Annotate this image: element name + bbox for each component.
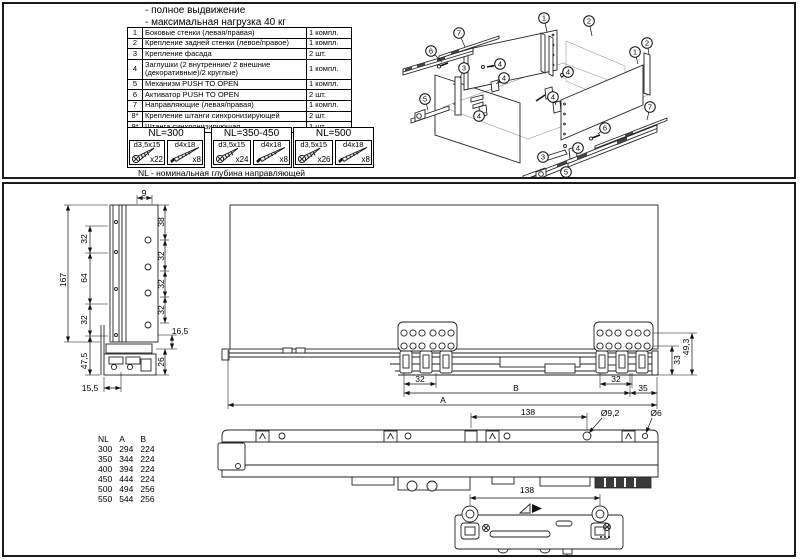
parts-table-cell: Активатор PUSH TO OPEN xyxy=(143,90,307,101)
screw-cell xyxy=(129,140,165,165)
size-table-header: A xyxy=(119,434,125,444)
size-table-cell: 256 xyxy=(140,484,155,494)
svg-text:4: 4 xyxy=(501,73,507,83)
screw-table xyxy=(127,127,205,168)
parts-table-row xyxy=(128,90,352,101)
parts-table-cell: 1 компл. xyxy=(307,38,352,49)
exploded-assembly-drawing xyxy=(393,4,703,177)
svg-text:3: 3 xyxy=(540,152,546,162)
size-table-cell: 224 xyxy=(140,464,155,474)
dimension-label: 38 xyxy=(156,217,166,227)
screw-cell xyxy=(253,140,291,165)
parts-table-cell: 2 шт. xyxy=(307,49,352,60)
dimension-label: 138 xyxy=(520,407,536,417)
size-table-cell: 224 xyxy=(140,474,155,484)
size-table-row xyxy=(98,494,162,504)
parts-table-cell: синхронизирующая xyxy=(143,122,307,133)
screw-count-label: x8 xyxy=(192,155,201,164)
dimension-label: 15,5 xyxy=(81,383,99,393)
svg-text:1: 1 xyxy=(632,47,638,57)
size-table-row xyxy=(98,444,162,454)
parts-table-cell: 6 xyxy=(128,90,143,101)
dimension-label: 47,5 xyxy=(79,352,89,370)
nl-note: NL - номинальная глубина направляющей xyxy=(138,168,306,178)
size-table-cell: 294 xyxy=(119,444,134,454)
parts-table-row xyxy=(128,38,352,49)
screw-count-label: x8 xyxy=(361,155,370,164)
screw-cell xyxy=(335,140,373,165)
parts-table-cell: 3 xyxy=(128,49,143,60)
callout-5 xyxy=(420,94,431,110)
screw-count-label: x24 xyxy=(235,155,249,164)
screw-count-label: x8 xyxy=(279,155,288,164)
svg-text:3: 3 xyxy=(461,63,467,73)
callout-5 xyxy=(561,167,572,177)
screw-cell xyxy=(167,140,203,165)
size-table-cell: 544 xyxy=(119,494,134,504)
callout-1 xyxy=(630,47,641,64)
screw-size-label: d4x18 xyxy=(343,140,364,149)
side-view xyxy=(222,205,697,409)
dimension-label: 32 xyxy=(79,234,89,244)
screw-table xyxy=(211,127,292,168)
parts-table-cell: Крепление задней стенки (левое/правое) xyxy=(143,38,307,49)
dimension-label: 32 xyxy=(156,305,166,315)
screw-cell xyxy=(213,140,251,165)
callout-4 xyxy=(561,67,573,78)
svg-text:4: 4 xyxy=(476,111,482,121)
size-table-cell: 224 xyxy=(140,454,155,464)
parts-table-cell: Направляющие (левая/правая) xyxy=(143,100,307,111)
dimension-label: 49,3 xyxy=(681,338,691,356)
screw-size-label: d3,5x15 xyxy=(300,140,328,149)
feature-note-1: - полное выдвижение xyxy=(145,5,246,16)
dimension-label: 33 xyxy=(672,355,682,365)
parts-table-cell: 1 компл. xyxy=(307,100,352,111)
parts-table-cell: 7 xyxy=(128,100,143,111)
parts-table-cell: 2 шт. xyxy=(307,111,352,122)
size-table-cell: 500 xyxy=(98,484,113,494)
dimension-label: A xyxy=(440,395,446,405)
parts-table-cell: Крепление штанги синхронизирующей xyxy=(143,111,307,122)
size-table-header: NL xyxy=(98,434,109,444)
parts-table-cell: 5 xyxy=(128,79,143,90)
parts-table-row xyxy=(128,100,352,111)
parts-table-cell: 8* xyxy=(128,111,143,122)
size-table-cell: 300 xyxy=(98,444,113,454)
rail-view xyxy=(218,413,658,491)
dimension-label: Ø6 xyxy=(650,408,662,418)
size-table-cell: 350 xyxy=(98,454,113,464)
svg-text:5: 5 xyxy=(422,94,428,104)
parts-table-row xyxy=(128,28,352,39)
size-table-header: B xyxy=(140,434,147,444)
top-section-frame xyxy=(2,2,796,179)
dimension-label: B xyxy=(513,383,519,393)
parts-table-cell: 2 шт. xyxy=(307,90,352,101)
size-table-cell: 450 xyxy=(98,474,113,484)
dimension-label: 9 xyxy=(141,188,147,198)
screw-size-label: d4x18 xyxy=(174,140,196,149)
dimension-label: 32 xyxy=(79,315,89,325)
callout-4 xyxy=(572,143,583,154)
size-table-row xyxy=(98,464,162,474)
dimension-label: 167 xyxy=(58,272,68,288)
screw-count-label: x26 xyxy=(317,155,331,164)
size-table-row xyxy=(98,454,162,464)
svg-text:6: 6 xyxy=(428,46,434,56)
size-table-cell: 224 xyxy=(140,444,155,454)
screw-cell xyxy=(295,140,333,165)
dimension-label: 16,5 xyxy=(171,326,189,336)
callout-2 xyxy=(642,38,653,54)
svg-text:4: 4 xyxy=(565,67,571,77)
dimension-label: 32 xyxy=(156,279,166,289)
facade-bracket xyxy=(455,77,461,115)
parts-table-cell: 1 компл. xyxy=(307,59,352,79)
svg-text:2: 2 xyxy=(586,16,592,26)
feature-note-2: - максимальная нагрузка 40 кг xyxy=(145,17,287,28)
dimension-label: 64 xyxy=(79,273,89,283)
screw-count-label: x22 xyxy=(150,155,163,164)
screw-table xyxy=(293,127,374,168)
parts-table-row xyxy=(128,79,352,90)
dimension-label: 138 xyxy=(519,485,535,495)
size-table-cell: 394 xyxy=(119,464,134,474)
parts-table-cell: 1 компл. xyxy=(307,79,352,90)
dimension-label: 35 xyxy=(638,383,648,393)
callout-1 xyxy=(539,13,550,32)
parts-table-cell: 1 xyxy=(128,28,143,39)
parts-table-cell: 2 xyxy=(128,38,143,49)
parts-table xyxy=(127,27,352,133)
svg-text:7: 7 xyxy=(456,28,462,38)
parts-table-cell: Механизм PUSH TO OPEN xyxy=(143,79,307,90)
svg-text:7: 7 xyxy=(647,102,653,112)
dimension-label: 26 xyxy=(156,357,166,367)
parts-table-cell: Заглушки (2 внутренние/ 2 внешние (декоративные)/2 круглые) xyxy=(143,59,307,79)
dimension-label: 32 xyxy=(611,374,621,384)
parts-table-cell: Боковые стенки (левая/правая) xyxy=(143,28,307,39)
parts-table-row xyxy=(128,59,352,79)
callout-3 xyxy=(538,152,549,163)
svg-text:4: 4 xyxy=(575,143,581,153)
svg-text:1: 1 xyxy=(541,13,547,23)
screw-table-title: NL=350-450 xyxy=(223,128,280,139)
size-table-cell: 550 xyxy=(98,494,113,504)
dimension-label: 32 xyxy=(156,251,166,261)
callout-2 xyxy=(584,16,595,36)
size-table-row xyxy=(98,474,162,484)
svg-text:6: 6 xyxy=(602,123,608,133)
screw-table-title: NL=300 xyxy=(148,128,184,139)
parts-table-cell: 4 xyxy=(128,59,143,79)
size-table xyxy=(98,434,162,504)
callout-7 xyxy=(645,102,656,120)
screw-size-label: d3,5x15 xyxy=(218,140,246,149)
size-table-row xyxy=(98,484,162,494)
parts-table-row xyxy=(128,111,352,122)
parts-table-row xyxy=(128,49,352,60)
dimension-label: Ø9,2 xyxy=(600,408,620,418)
svg-text:5: 5 xyxy=(563,167,569,177)
size-table-cell: 256 xyxy=(140,494,155,504)
back-wall-bracket xyxy=(541,33,545,73)
svg-text:4: 4 xyxy=(497,59,503,69)
parts-table-cell: Крепление фасада xyxy=(143,49,307,60)
screw-table-title: NL=500 xyxy=(315,128,352,139)
callout-6 xyxy=(598,123,610,134)
synchronizer-view xyxy=(455,494,623,555)
screw-size-label: d3,5x15 xyxy=(133,140,161,149)
dimension-section-frame xyxy=(2,182,796,557)
svg-text:2: 2 xyxy=(644,38,650,48)
size-table-cell: 494 xyxy=(119,484,134,494)
callout-7 xyxy=(454,28,465,47)
size-table-cell: 400 xyxy=(98,464,113,474)
screw-size-label: d4x18 xyxy=(261,140,282,149)
size-table-cell: 444 xyxy=(119,474,134,484)
parts-table-cell: 1 компл. xyxy=(307,28,352,39)
dimension-label: 32 xyxy=(415,374,425,384)
svg-text:4: 4 xyxy=(550,92,556,102)
size-table-cell: 344 xyxy=(119,454,134,464)
